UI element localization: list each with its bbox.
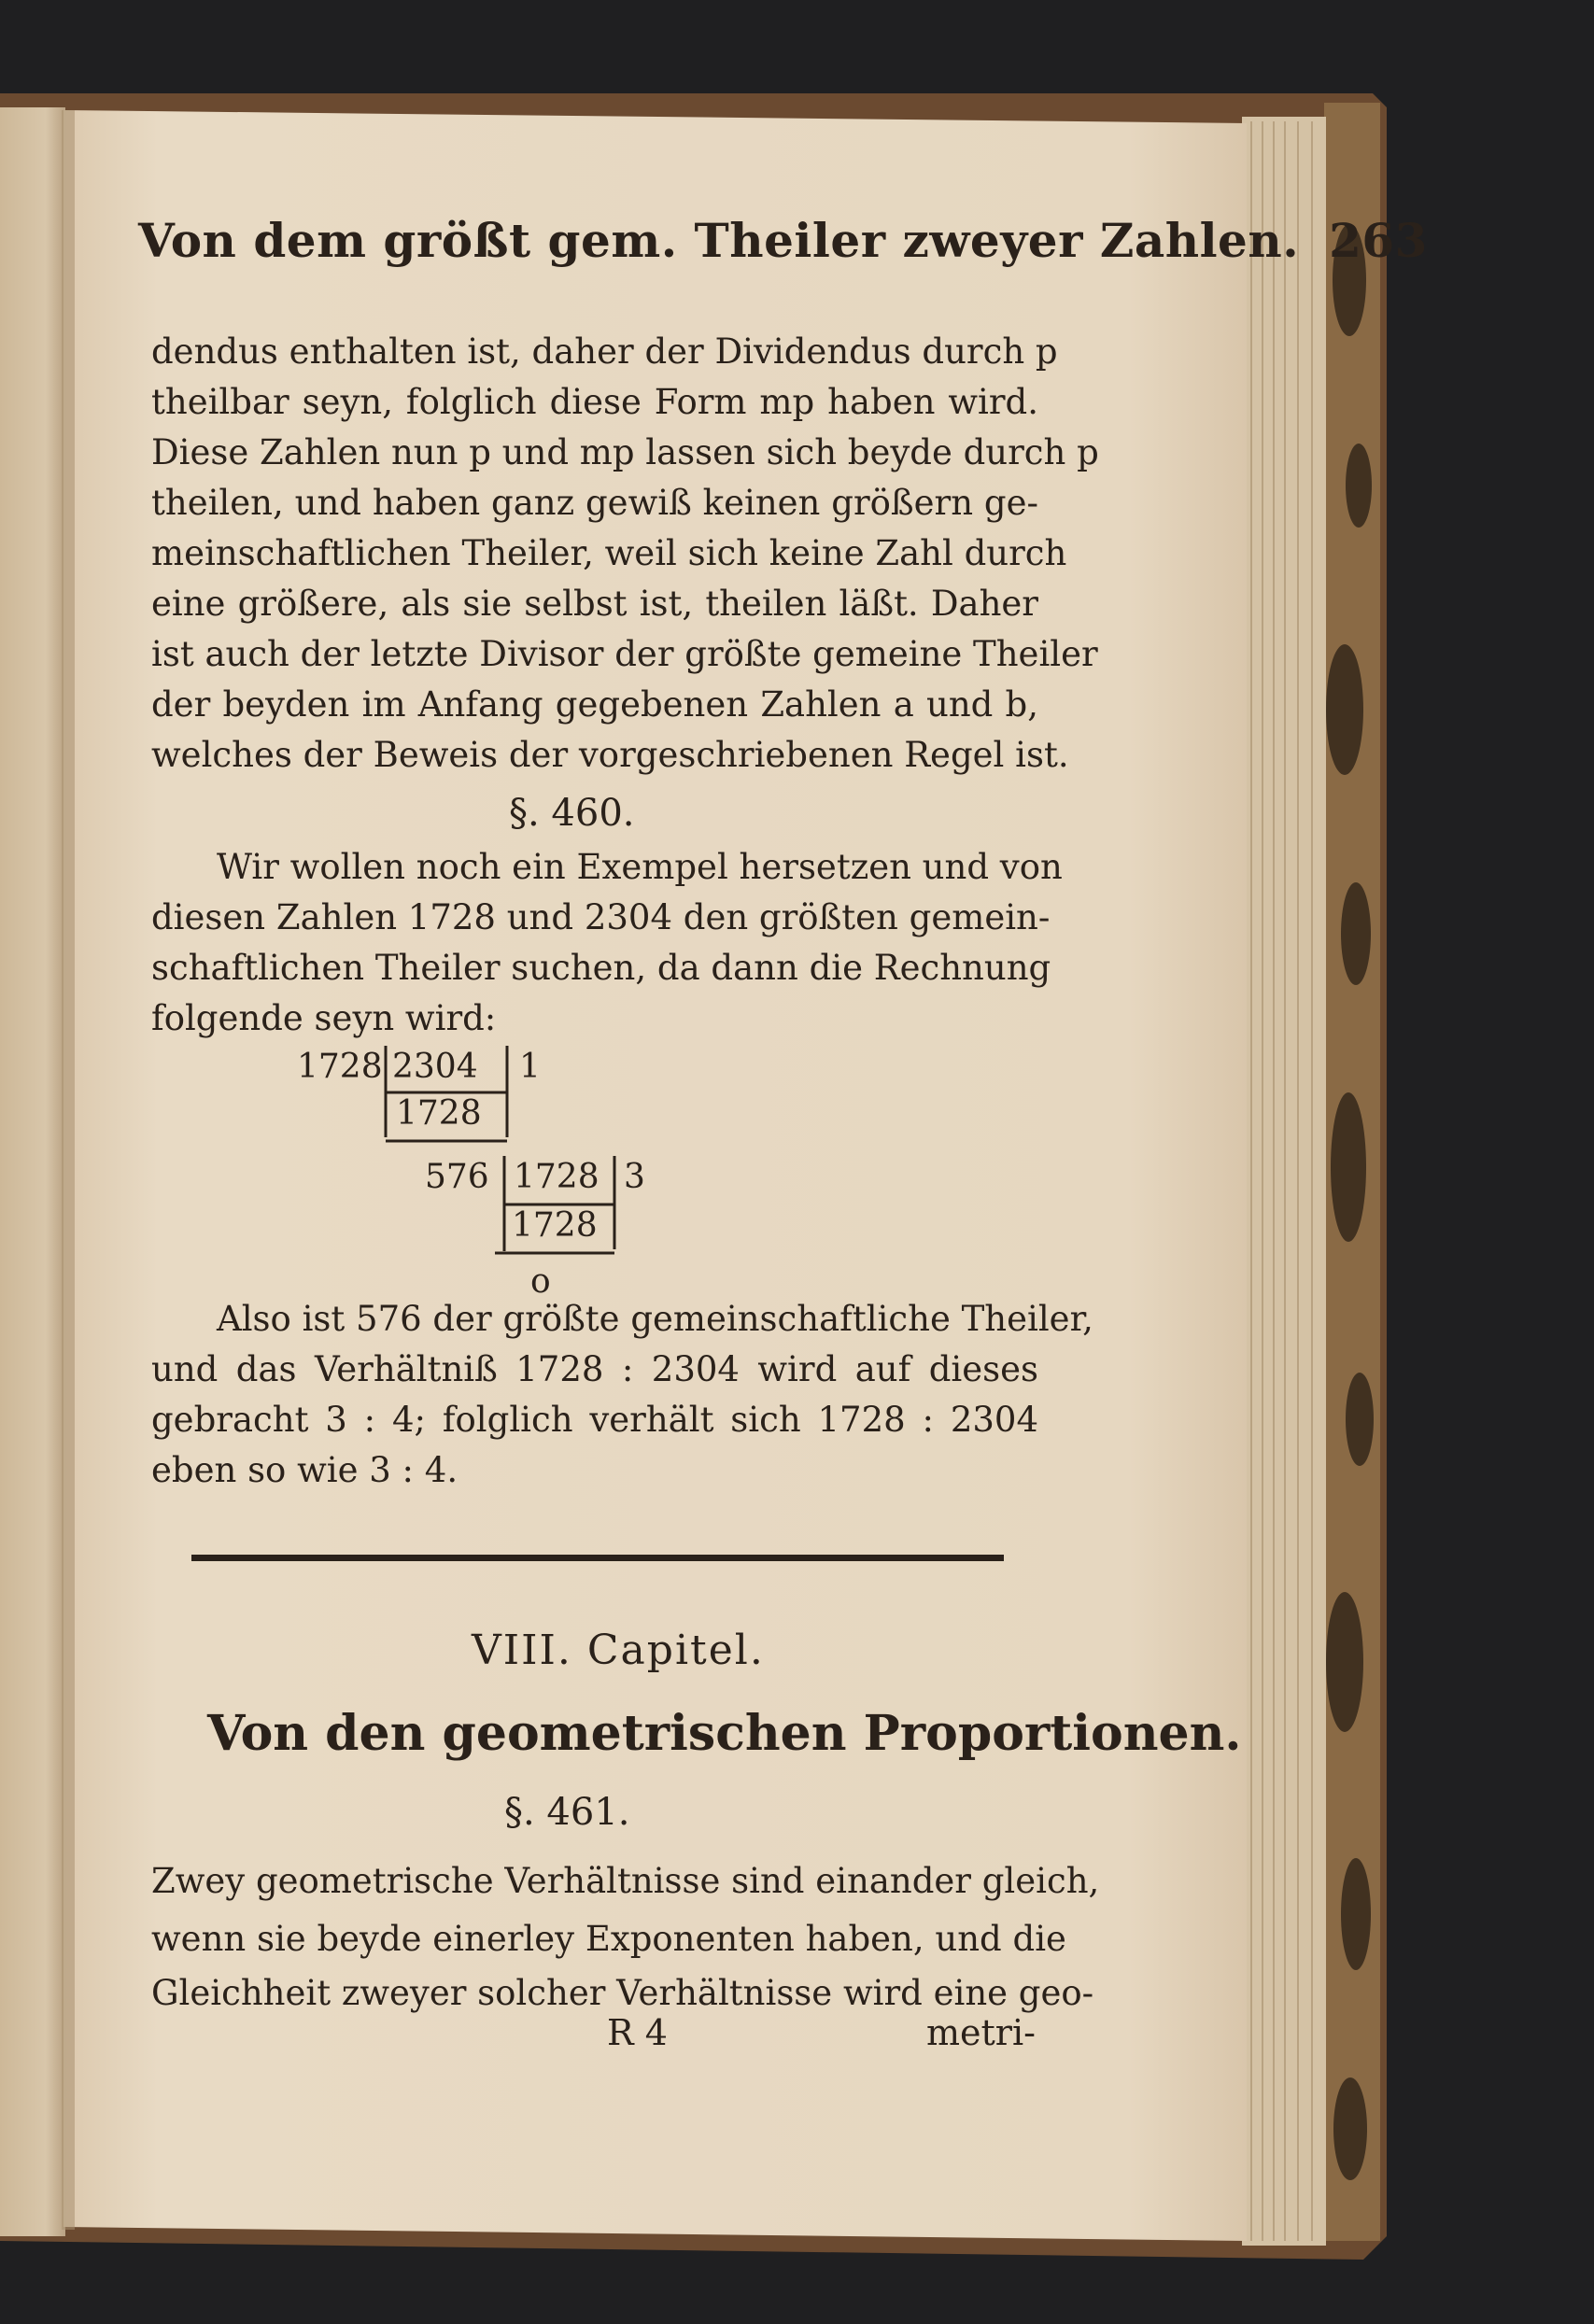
text-line: diesen Zahlen 1728 und 2304 den größten gemein- xyxy=(151,897,1051,937)
text-line: folgende seyn wird: xyxy=(151,998,497,1038)
section-heading-461: §. 461. xyxy=(504,1791,630,1834)
text-line: eine größere, als sie selbst ist, theilen läßt. Daher xyxy=(151,584,1038,624)
text-line: theilen, und haben ganz gewiß keinen größern ge- xyxy=(151,483,1038,523)
text-line: dendus enthalten ist, daher der Dividendus durch p xyxy=(151,331,1058,372)
calc-product-2: 1728 xyxy=(512,1206,598,1245)
text-line: Diese Zahlen nun p und mp lassen sich beyde durch p xyxy=(151,432,1099,472)
text-line: theilbar seyn, folglich diese Form mp haben wird. xyxy=(151,382,1038,422)
paragraph-4 xyxy=(151,1861,1100,2026)
text-line: ist auch der letzte Divisor der größte gemeine Theiler xyxy=(151,634,1098,674)
calc-quotient-1: 1 xyxy=(519,1048,541,1086)
paragraph-3 xyxy=(151,1299,1093,1503)
chapter-title: Von den geometrischen Proportionen. xyxy=(207,1705,1242,1762)
running-title: Von dem größt gem. Theiler zweyer Zahlen. xyxy=(138,213,1300,268)
text-line: eben so wie 3 : 4. xyxy=(151,1450,458,1490)
text-line: der beyden im Anfang gegebenen Zahlen a und b, xyxy=(151,684,1038,725)
section-divider xyxy=(191,1555,1004,1561)
text-line: wenn sie beyde einerley Exponenten haben, und die xyxy=(151,1919,1066,1959)
text-line: meinschaftlichen Theiler, weil sich keine Zahl durch xyxy=(151,533,1067,573)
text-line: Gleichheit zweyer solcher Verhältnisse wird eine geo- xyxy=(151,1973,1094,2013)
chapter-label: VIII. Capitel. xyxy=(472,1627,765,1674)
text-line: Wir wollen noch ein Exempel hersetzen und von xyxy=(217,847,1063,887)
text-line: und das Verhältniß 1728 : 2304 wird auf dieses xyxy=(151,1349,1038,1389)
text-line: gebracht 3 : 4; folglich verhält sich 1728 : 2304 xyxy=(151,1400,1038,1440)
calc-remainder: o xyxy=(530,1262,551,1301)
text-line: schaftlichen Theiler suchen, da dann die Rechnung xyxy=(151,948,1051,988)
calc-quotient-2: 3 xyxy=(624,1158,645,1196)
signature-mark: R 4 xyxy=(607,2012,668,2053)
calc-divisor-2: 576 xyxy=(425,1158,489,1196)
text-line: Zwey geometrische Verhältnisse sind einander gleich, xyxy=(151,1861,1100,1901)
calc-dividend-2: 1728 xyxy=(514,1158,600,1196)
catchword: metri- xyxy=(926,2012,1036,2053)
calc-dividend-1: 2304 xyxy=(392,1048,478,1086)
section-heading-460: §. 460. xyxy=(509,792,635,835)
text-line: welches der Beweis der vorgeschriebenen Regel ist. xyxy=(151,735,1069,775)
page-number: 263 xyxy=(1329,213,1428,268)
calc-product-1: 1728 xyxy=(396,1094,482,1133)
calc-divisor-1: 1728 xyxy=(297,1048,383,1086)
text-line: Also ist 576 der größte gemeinschaftliche Theiler, xyxy=(217,1299,1093,1339)
